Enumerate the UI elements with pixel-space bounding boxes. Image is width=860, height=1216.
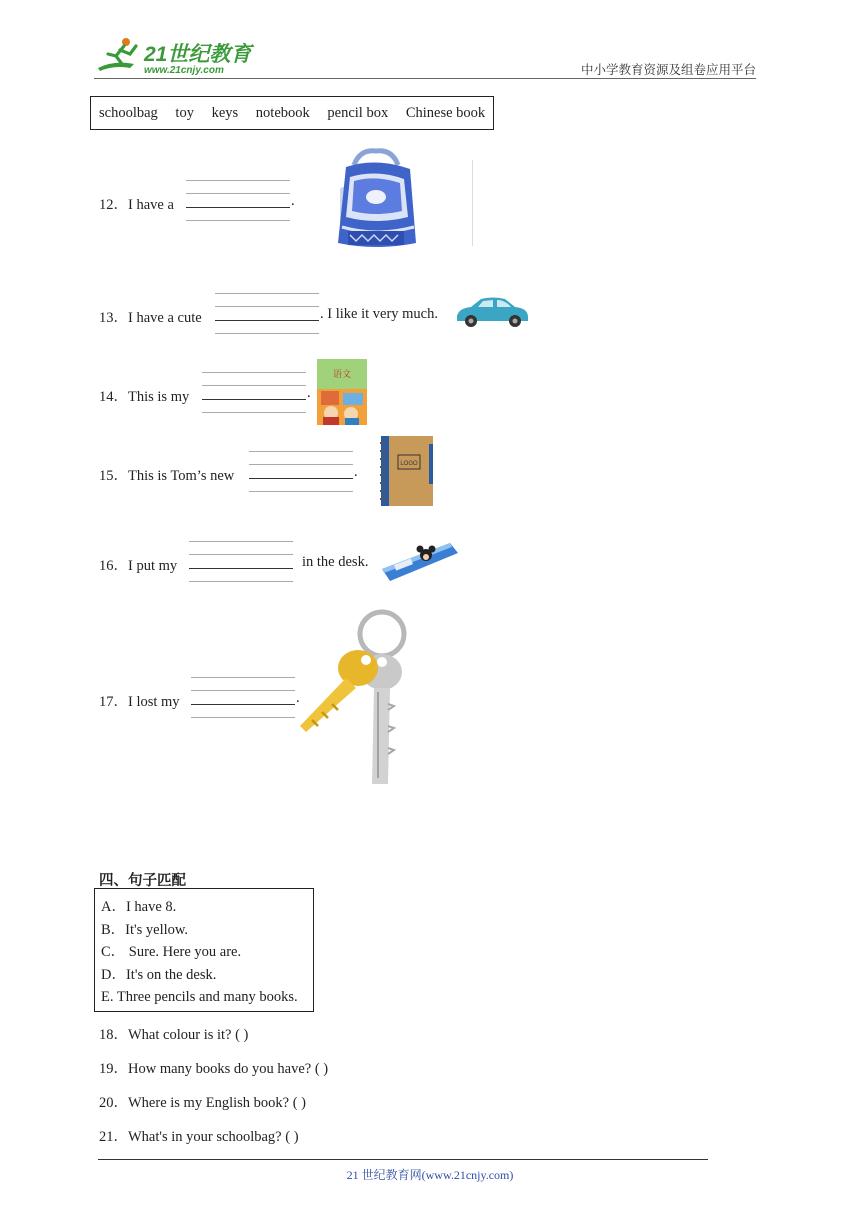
- question-15-prefix: 15．This is Tom’s new: [99, 468, 235, 484]
- question-14-prefix: 14．This is my: [99, 389, 190, 405]
- book-cover-title: 语文: [332, 370, 352, 380]
- answer-blank-12[interactable]: [186, 180, 290, 224]
- question-13-prefix: 13．I have a cute: [99, 310, 202, 326]
- notebook-picture: [379, 434, 437, 508]
- logo-text: 21世纪教育: [144, 43, 252, 66]
- word-bank-item: Chinese book: [405, 105, 486, 121]
- option-a: A．I have 8.: [101, 899, 177, 915]
- question-21[interactable]: 21．What's in your schoolbag? ( ): [99, 1129, 299, 1145]
- pencil-box-picture: [380, 539, 460, 583]
- image-border: [472, 160, 473, 246]
- question-19[interactable]: 19．How many books do you have? ( ): [99, 1061, 329, 1077]
- word-bank-item: pencil box: [327, 105, 389, 121]
- keys-picture: [298, 608, 410, 784]
- question-12-prefix: 12．I have a: [99, 197, 174, 213]
- logo-url: www.21cnjy.com: [144, 65, 224, 76]
- question-17-prefix: 17．I lost my: [99, 694, 180, 710]
- option-c: C． Sure. Here you are.: [101, 944, 242, 961]
- question-13-suffix: . I like it very much.: [320, 306, 438, 322]
- footer-text[interactable]: 21 世纪教育网(www.21cnjy.com): [346, 1168, 514, 1182]
- option-b: B．It's yellow.: [101, 921, 189, 938]
- answer-blank-13[interactable]: [215, 293, 319, 337]
- question-12-suffix: .: [291, 193, 295, 209]
- answer-blank-16[interactable]: [189, 541, 293, 585]
- question-16-prefix: 16．I put my: [99, 558, 178, 574]
- toy-car-picture: [453, 294, 531, 330]
- header-divider: [94, 78, 756, 79]
- schoolbag-picture: [330, 147, 422, 253]
- option-e: E. Three pencils and many books.: [101, 989, 298, 1006]
- options-box: [94, 888, 314, 1012]
- answer-blank-17[interactable]: [191, 677, 295, 721]
- chinese-book-picture: [317, 359, 367, 425]
- question-17-suffix: .: [296, 690, 300, 706]
- question-16-suffix: in the desk.: [302, 554, 369, 570]
- word-bank-item: notebook: [255, 105, 310, 121]
- word-bank-item: keys: [211, 105, 239, 121]
- question-14-suffix: .: [307, 385, 311, 401]
- answer-blank-15[interactable]: [249, 451, 353, 495]
- notebook-logo-label: LOGO: [400, 461, 418, 467]
- option-d: D．It's on the desk.: [101, 966, 217, 983]
- word-bank-item: schoolbag: [99, 105, 158, 121]
- section-title: 四、句子匹配: [99, 873, 186, 889]
- header-platform-text: 中小学教育资源及组卷应用平台: [580, 63, 756, 77]
- answer-blank-14[interactable]: [202, 372, 306, 416]
- footer-divider: [98, 1159, 708, 1160]
- question-15-suffix: .: [354, 464, 358, 480]
- word-bank-item: toy: [175, 105, 194, 121]
- site-logo: [94, 34, 264, 76]
- question-20[interactable]: 20．Where is my English book? ( ): [99, 1095, 306, 1111]
- word-bank: [90, 96, 494, 130]
- question-18[interactable]: 18．What colour is it? ( ): [99, 1027, 249, 1043]
